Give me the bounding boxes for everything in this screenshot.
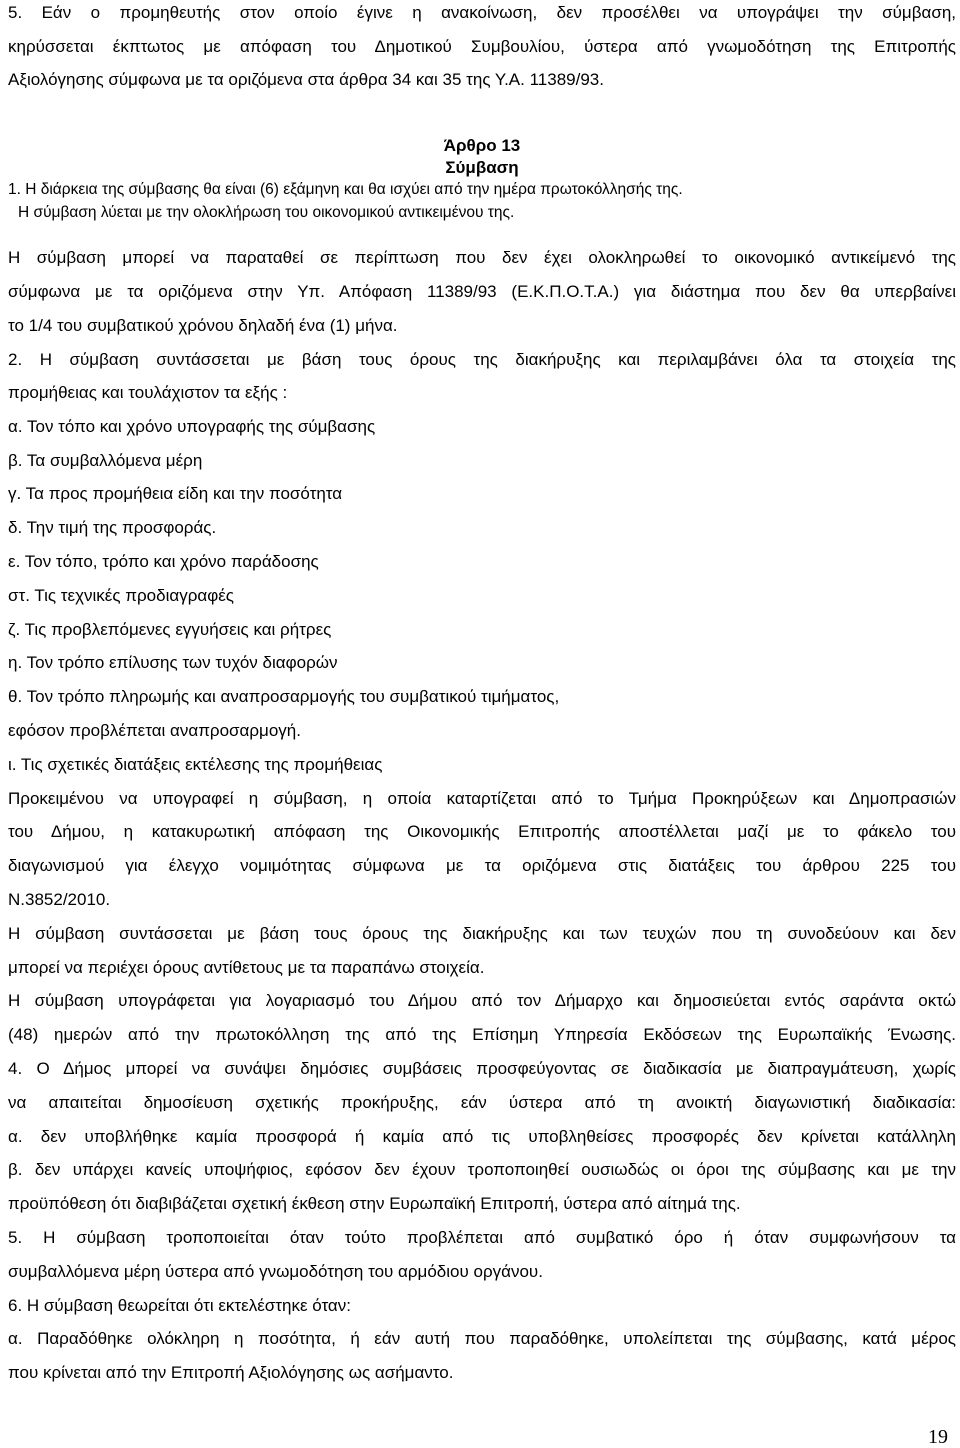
contract-element-c: γ. Τα προς προμήθεια είδη και την ποσότητα bbox=[8, 484, 343, 503]
signing-line-2: του Δήμου, η κατακυρωτική απόφαση της Οικονομικής Επιτροπής αποστέλλεται μαζί με το φάκελο του bbox=[8, 822, 956, 841]
contract-element-d: δ. Την τιμή της προσφοράς. bbox=[8, 518, 217, 537]
contract-element-e: ε. Τον τόπο, τρόπο και χρόνο παράδοσης bbox=[8, 552, 319, 571]
item-4-line-5: προϋπόθεση ότι διαβιβάζεται σχετική έκθεση στην Ευρωπαϊκή Επιτροπή, ύστερα από αίτημά της. bbox=[8, 1194, 741, 1213]
item-6-line-2: α. Παραδόθηκε ολόκληρη η ποσότητα, ή εάν αυτή που παραδόθηκε, υπολείπεται της σύμβασης, κατά μέρος bbox=[8, 1329, 956, 1348]
paragraph-5-line-3: Αξιολόγησης σύμφωνα με τα οριζόμενα στα άρθρα 34 και 35 της Υ.Α. 11389/93. bbox=[8, 70, 604, 89]
contract-element-b: β. Τα συμβαλλόμενα μέρη bbox=[8, 451, 203, 470]
item-6-line-3: που κρίνεται από την Επιτροπή Αξιολόγησης ως ασήμαντο. bbox=[8, 1363, 454, 1382]
contract-element-i: ι. Τις σχετικές διατάξεις εκτέλεσης της προμήθειας bbox=[8, 755, 383, 774]
item-2-line-2: προμήθειας και τουλάχιστον τα εξής : bbox=[8, 383, 288, 402]
item-1-line-2: Η σύμβαση λύεται με την ολοκλήρωση του οικονομικού αντικειμένου της. bbox=[18, 204, 515, 221]
article-heading: Άρθρο 13 bbox=[443, 136, 521, 155]
terms-line-2: μπορεί να περιέχει όρους αντίθετους με τα παραπάνω στοιχεία. bbox=[8, 958, 485, 977]
extension-line-3: το 1/4 του συμβατικού χρόνου δηλαδή ένα (1) μήνα. bbox=[8, 316, 398, 335]
item-4-line-4: β. δεν υπάρχει κανείς υποψήφιος, εφόσον δεν έχουν τροποποιηθεί ουσιωδώς οι όροι της σύμβασης και με την bbox=[8, 1160, 956, 1179]
signature-line-2: (48) ημερών από την πρωτοκόλληση της από της Επίσημη Υπηρεσία Εκδόσεων της Ευρωπαϊκής Ένωσης. bbox=[8, 1025, 956, 1044]
page-number: 19 bbox=[928, 1426, 948, 1448]
item-4-line-1: 4. Ο Δήμος μπορεί να συνάψει δημόσιες συμβάσεις προσφεύγοντας σε διαδικασία με διαπραγμάτευση, χωρίς bbox=[8, 1059, 956, 1078]
item-5-line-2: συμβαλλόμενα μέρη ύστερα από γνωμοδότηση του αρμόδιου οργάνου. bbox=[8, 1262, 543, 1281]
item-4-line-2: να απαιτείται δημοσίευση σχετικής προκήρυξης, εάν ύστερα από τη ανοικτή διαγωνιστική διαδικασία: bbox=[8, 1093, 956, 1112]
signing-line-1: Προκειμένου να υπογραφεί η σύμβαση, η οποία καταρτίζεται από το Τμήμα Προκηρύξεων και Δημοπρασιών bbox=[8, 789, 956, 808]
contract-element-th-cont: εφόσον προβλέπεται αναπροσαρμογή. bbox=[8, 721, 301, 740]
contract-element-a: α. Τον τόπο και χρόνο υπογραφής της σύμβασης bbox=[8, 417, 376, 436]
extension-line-2: σύμφωνα με τα οριζόμενα στην Υπ. Απόφαση 11389/93 (Ε.Κ.Π.Ο.Τ.Α.) για διάστημα που δεν θα υπερβαίνει bbox=[8, 282, 956, 301]
item-2-line-1: 2. Η σύμβαση συντάσσεται με βάση τους όρους της διακήρυξης και περιλαμβάνει όλα τα στοιχεία της bbox=[8, 350, 956, 369]
signing-line-3: διαγωνισμού για έλεγχο νομιμότητας σύμφωνα με τα οριζόμενα στις διατάξεις του άρθρου 225 του bbox=[8, 856, 956, 875]
paragraph-5-line-2: κηρύσσεται έκπτωτος με απόφαση του Δημοτικού Συμβουλίου, ύστερα από γνωμοδότηση της Επιτροπής bbox=[8, 37, 956, 56]
item-1-line-1: 1. Η διάρκεια της σύμβασης θα είναι (6) εξάμηνη και θα ισχύει από την ημέρα πρωτοκόλλησής της. bbox=[8, 181, 683, 198]
signing-line-4: Ν.3852/2010. bbox=[8, 890, 111, 909]
paragraph-5-line-1: 5. Εάν ο προμηθευτής στον οποίο έγινε η ανακοίνωση, δεν προσέλθει να υπογράψει την σύμβαση, bbox=[8, 3, 956, 22]
contract-element-th: θ. Τον τρόπο πληρωμής και αναπροσαρμογής του συμβατικού τιμήματος, bbox=[8, 687, 560, 706]
item-5-line-1: 5. Η σύμβαση τροποποιείται όταν τούτο προβλέπεται από συμβατικό όρο ή όταν συμφωνήσουν τα bbox=[8, 1228, 956, 1247]
extension-line-1: Η σύμβαση μπορεί να παραταθεί σε περίπτωση που δεν έχει ολοκληρωθεί το οικονομικό αντικείμενό της bbox=[8, 248, 956, 267]
terms-line-1: Η σύμβαση συντάσσεται με βάση τους όρους της διακήρυξης και των τευχών που τη συνοδεύουν και δεν bbox=[8, 924, 956, 943]
contract-element-z: ζ. Τις προβλεπόμενες εγγυήσεις και ρήτρες bbox=[8, 620, 332, 639]
signature-line-1: Η σύμβαση υπογράφεται για λογαριασμό του Δήμου από τον Δήμαρχο και δημοσιεύεται εντός σαράντα οκτώ bbox=[8, 991, 956, 1010]
contract-element-st: στ. Τις τεχνικές προδιαγραφές bbox=[8, 586, 234, 605]
item-4-line-3: α. δεν υποβλήθηκε καμία προσφορά ή καμία από τις υποβληθείσες προσφορές δεν κρίνεται κατάλληλη bbox=[8, 1127, 956, 1146]
item-6-line-1: 6. Η σύμβαση θεωρείται ότι εκτελέστηκε όταν: bbox=[8, 1296, 351, 1315]
contract-element-h: η. Τον τρόπο επίλυσης των τυχόν διαφορών bbox=[8, 653, 338, 672]
article-title: Σύμβαση bbox=[445, 158, 519, 177]
